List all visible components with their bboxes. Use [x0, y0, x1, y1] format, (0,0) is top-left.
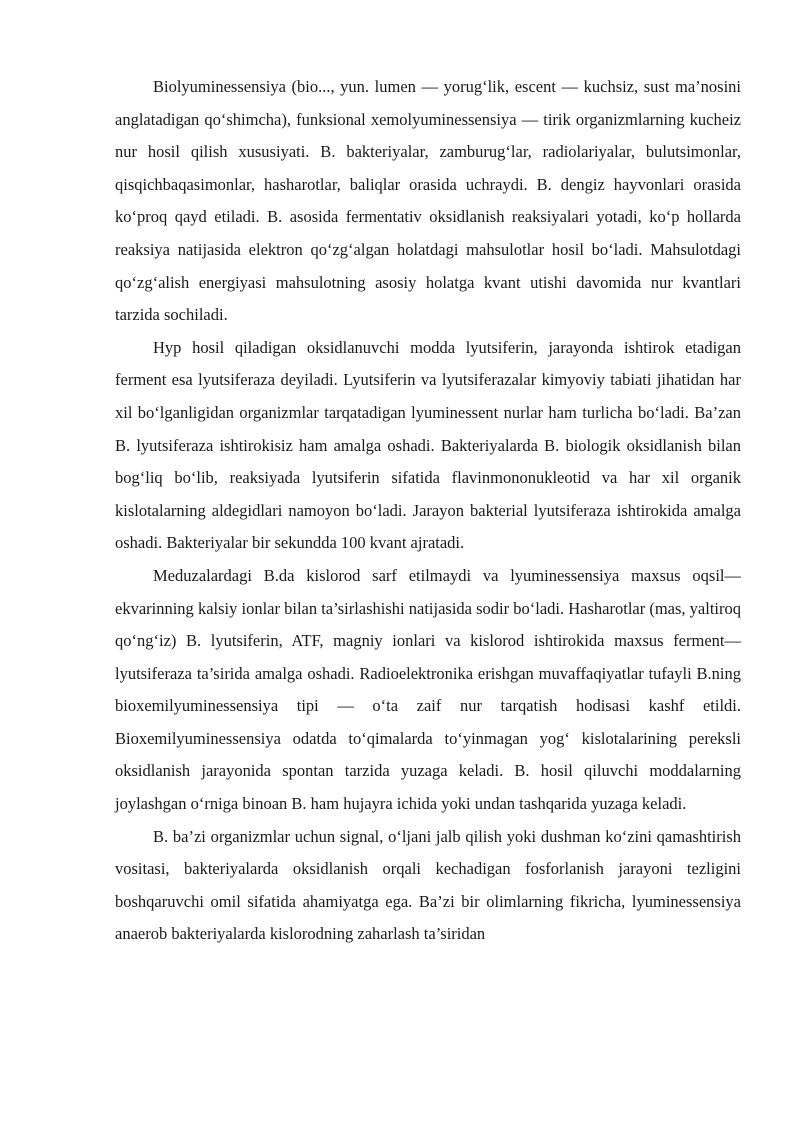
- paragraph-1: Biolyuminessensiya (bio..., yun. lumen — yorug‘lik, escent — kuchsiz, sust ma’nosini anglatadigan qo‘shimcha), funksional xemolyuminessensiya — tirik organizmlarning kucheiz nur hosil qilish xususiyati. B. bakteriyalar, zamburug‘lar, radiolariyalar, bulutsimonlar, qisqichbaqasimonlar, hasharotlar, baliqlar orasida uchraydi. B. dengiz hayvonlari orasida ko‘proq qayd etiladi. B. asosida fermentativ oksidlanish reaksiyalari yotadi, ko‘p hollarda reaksiya natijasida elektron qo‘zg‘algan holatdagi mahsulotlar hosil bo‘ladi. Mahsulotdagi qo‘zg‘alish energiyasi mahsulotning asosiy holatga kvant utishi davomida nur kvantlari tarzida sochiladi.: [115, 77, 741, 325]
- paragraph-4: B. ba’zi organizmlar uchun signal, o‘ljani jalb qilish yoki dushman ko‘zini qamashtirish vositasi, bakteriyalarda oksidlanish orqali kechadigan fosforlanish jarayoni tezligini boshqaruvchi omil sifatida ahamiyatga ega. Ba’zi bir olimlarning fikricha, lyuminessensiya anaerob bakteriyalarda kislorodning zaharlash ta’siridan: [115, 826, 741, 944]
- paragraph-3: Meduzalardagi B.da kislorod sarf etilmaydi va lyuminessensiya maxsus oqsil—ekvarinning kalsiy ionlar bilan ta’sirlashishi natijasida sodir bo‘ladi. Hasharotlar (mas, yaltiroq qo‘ng‘iz) B. lyutsiferin, ATF, magniy ionlari va kislorod ishtirokida maxsus ferment—lyutsiferaza ta’sirida amalga oshadi. Radioelektronika erishgan muvaffaqiyatlar tufayli B.ning bioxemilyuminessensiya tipi — o‘ta zaif nur tarqatish hodisasi kashf etildi. Bioxemilyuminessensiya odatda to‘qimalarda to‘yinmagan yog‘ kislotalarining pereksli oksidlanish jarayonida spontan tarzida yuzaga keladi. B. hosil qiluvchi moddalarning joylashgan o‘rniga binoan B. ham hujayra ichida yoki undan tashqarida yuzaga keladi.: [115, 565, 741, 814]
- paragraph-2: Hyp hosil qiladigan oksidlanuvchi modda lyutsiferin, jarayonda ishtirok etadigan ferment esa lyutsiferaza deyiladi. Lyutsiferin va lyutsiferazalar kimyoviy tabiati jihatidan har xil bo‘lganligidan organizmlar tarqatadigan lyuminessent nurlar ham turlicha bo‘ladi. Ba’zan B. lyutsiferaza ishtirokisiz ham amalga oshadi. Bakteriyalarda B. biologik oksidlanish bilan bog‘liq bo‘lib, reaksiyada lyutsiferin sifatida flavinmononukleotid va har xil organik kislotalarning aldegidlari namoyon bo‘ladi. Jarayon bakterial lyutsiferaza ishtirokida amalga oshadi. Bakteriyalar bir sekundda 100 kvant ajratadi.: [115, 337, 741, 553]
- document-page: [115, 71, 741, 951]
